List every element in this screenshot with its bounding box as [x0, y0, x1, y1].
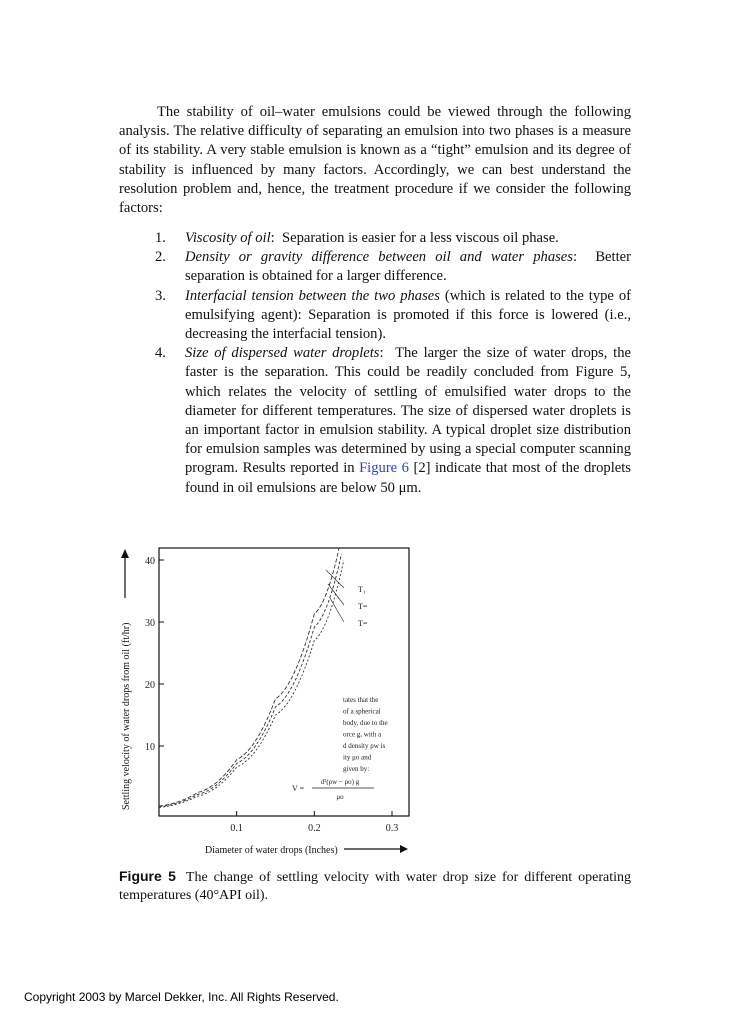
caption-text: The change of settling velocity with water drop size for different operating temperatures (40°API oil). — [119, 870, 631, 903]
factor-text: The larger the size of water drops, the faster is the separation. This could be readily concluded from Figure 5, which relates the velocity of settling of emulsified water drops to the diameter for different temperatures. The size of dispersed water droplets is an important factor in emulsion stability. A typical droplet size distribution for emulsion samples was determined by using a special computer scanning program. Results reported in — [185, 345, 631, 477]
list-item — [119, 287, 631, 345]
annotation-line: of a spherical — [343, 707, 381, 716]
figure-6-link[interactable]: Figure 6 — [359, 460, 409, 477]
figure-label: Figure 5 — [119, 868, 176, 884]
figure-5 — [112, 540, 422, 860]
settling-velocity-chart — [112, 540, 422, 860]
annotation-line: given by: — [343, 765, 370, 773]
list-number: 2. — [155, 249, 166, 266]
chart-series — [159, 548, 374, 808]
legend-label: T= — [358, 619, 368, 628]
plot-frame — [159, 548, 409, 816]
annotation-line: body, due to the — [343, 719, 388, 727]
y-tick-label: 20 — [145, 680, 155, 691]
list-number: 1. — [155, 230, 166, 246]
list-number: 3. — [155, 287, 166, 304]
series-line — [159, 548, 339, 807]
factor-term: Viscosity of oil — [185, 230, 271, 246]
legend-label: T₁ — [358, 585, 366, 594]
body-paragraph — [119, 103, 631, 218]
copyright-notice: Copyright 2003 by Marcel Dekker, Inc. All Rights Reserved. — [24, 990, 339, 1004]
legend-label: T= — [358, 602, 368, 611]
formula-numerator: d²(ρw − ρo) g — [320, 778, 360, 786]
annotation-line: orce g, with a — [343, 730, 382, 739]
list-item: 1. Viscosity of oil: Separation is easier for a less viscous oil phase. — [119, 229, 631, 248]
factor-text: (which is related to the type of emulsifying agent): Separation is promoted if this force is lowered (i.e., decreasing the interfacial tension). — [185, 287, 631, 343]
factor-term: Interfacial tension between the two phases — [185, 287, 440, 304]
list-item: 2. Density or gravity difference between oil and water phases: Better separation is obtained for a larger difference. — [155, 249, 631, 285]
x-axis-arrow-head — [400, 845, 408, 853]
x-tick-label: 0.3 — [385, 823, 399, 834]
y-axis-arrow-head — [121, 549, 129, 558]
factors-list — [119, 229, 631, 498]
figure-caption — [119, 867, 631, 905]
formula-denominator: μo — [336, 793, 344, 801]
y-tick-label: 40 — [145, 556, 155, 567]
y-tick-label: 30 — [145, 618, 155, 629]
list-number: 4. — [155, 345, 166, 362]
paragraph-text: The stability of oil–water emulsions could be viewed through the following analysis. The relative difficulty of separating an emulsion into two phases is a measure of its stability. A very stable emulsion is known as a “tight” emulsion and its degree of stability is influenced by many factors. Accordingly, we can best understand the resolution problem and, hence, the treatment procedure if we consider the following factors: — [119, 104, 631, 217]
formula-lhs: V = — [292, 784, 305, 793]
factor-term: Density or gravity difference between oil and water phases — [185, 249, 573, 266]
annotation-line: tates that the — [343, 696, 379, 704]
annotation-line: d density ρw is — [343, 742, 386, 750]
list-item: 4. Size of dispersed water droplets: The larger the size of water drops, the faster is the separation. This could be readily concluded from Figure 5, which relates the velocity of settling of emulsified water drops to the diameter for different temperatures. The size of dispersed water droplets is an important factor in emulsion stability. A typical droplet size distribution for emulsion samples was determined by using a special computer scanning program. Results reported in Figure 6 [2] indicate that most of the droplets found in oil emulsions are below 50 μm. — [155, 345, 631, 496]
legend-leader — [330, 598, 344, 622]
annotation-line: ity μo and — [343, 753, 372, 762]
x-tick-label: 0.2 — [308, 823, 321, 834]
y-axis-label: Settling velocity of water drops from oil (ft/hr) — [121, 622, 132, 810]
factor-text: Separation is easier for a less viscous oil phase. — [282, 230, 559, 246]
factor-text: Better separation is obtained for a larger difference. — [185, 249, 631, 285]
chart-labels — [121, 556, 398, 856]
x-axis-label: Diameter of water drops (Inches) — [205, 845, 338, 856]
factor-term: Size of dispersed water droplets — [185, 345, 380, 362]
x-tick-label: 0.1 — [230, 823, 243, 834]
series-line — [159, 554, 342, 807]
factor-text-after: [2] indicate that most of the droplets found in oil emulsions are below 50 μm. — [185, 460, 631, 496]
legend-leader — [328, 584, 344, 605]
y-tick-label: 10 — [145, 742, 155, 753]
series-line — [159, 560, 344, 807]
